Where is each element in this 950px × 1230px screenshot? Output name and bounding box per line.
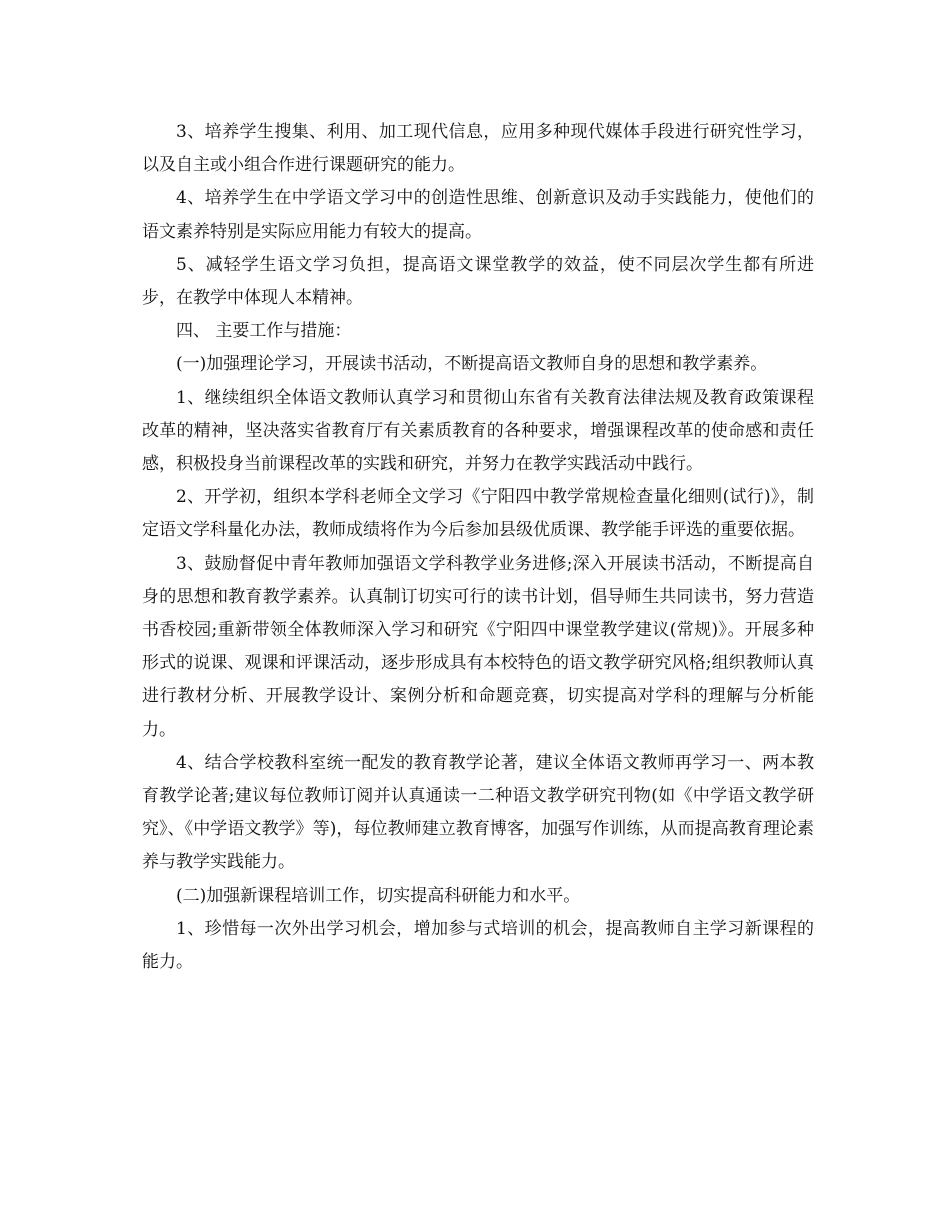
paragraph-goal-5: 5、减轻学生语文学习负担，提高语文课堂教学的效益，使不同层次学生都有所进步，在教学中体现人本精神。 — [142, 254, 814, 309]
paragraph-measure-4: 4、结合学校教科室统一配发的教育教学论著，建议全体语文教师再学习一、两本教育教学论著;建议每位教师订阅并认真通读一二种语文教学研究刊物(如《中学语文教学研究》、《中学语文教学》等)，每位教师建立教育博客，加强写作训练，从而提高教育理论素养与教学实践能力。 — [142, 752, 814, 873]
paragraph-measure-1: 1、继续组织全体语文教师认真学习和贯彻山东省有关教育法律法规及教育政策课程改革的精神，坚决落实省教育厅有关素质教育的各种要求，增强课程改革的使命感和责任感，积极投身当前课程改革的实践和研究，并努力在教学实践活动中践行。 — [142, 387, 814, 475]
subsection-heading-curriculum-training: (二)加强新课程培训工作，切实提高科研能力和水平。 — [176, 885, 581, 906]
subsection-heading-theory-study: (一)加强理论学习，开展读书活动，不断提高语文教师自身的思想和教学素养。 — [176, 354, 768, 375]
paragraph-goal-3: 3、培养学生搜集、利用、加工现代信息，应用多种现代媒体手段进行研究性学习，以及自主或小组合作进行课题研究的能力。 — [142, 122, 814, 176]
paragraph-goal-4: 4、培养学生在中学语文学习中的创造性思维、创新意识及动手实践能力，使他们的语文素养特别是实际应用能力有较大的提高。 — [142, 188, 814, 242]
section-heading-main-work: 四、 主要工作与措施： — [176, 321, 352, 342]
paragraph-measure-3: 3、鼓励督促中青年教师加强语文学科教学业务进修;深入开展读书活动，不断提高自身的思想和教育教学素养。认真制订切实可行的读书计划，倡导师生共同读书，努力营造书香校园;重新带领全体教师深入学习和研究《宁阳四中课堂教学建议(常规)》。开展多种形式的说课、观课和评课活动，逐步形成具有本校特色的语文教学研究风格;组织教师认真进行教材分析、开展教学设计、案例分析和命题竞赛，切实提高对学科的理解与分析能力。 — [142, 553, 814, 740]
paragraph-training-1: 1、珍惜每一次外出学习机会，增加参与式培训的机会，提高教师自主学习新课程的能力。 — [142, 918, 814, 973]
paragraph-measure-2: 2、开学初，组织本学科老师全文学习《宁阳四中教学常规检查量化细则(试行)》，制定语文学科量化办法，教师成绩将作为今后参加县级优质课、教学能手评选的重要依据。 — [142, 487, 814, 541]
document-page — [142, 116, 814, 979]
